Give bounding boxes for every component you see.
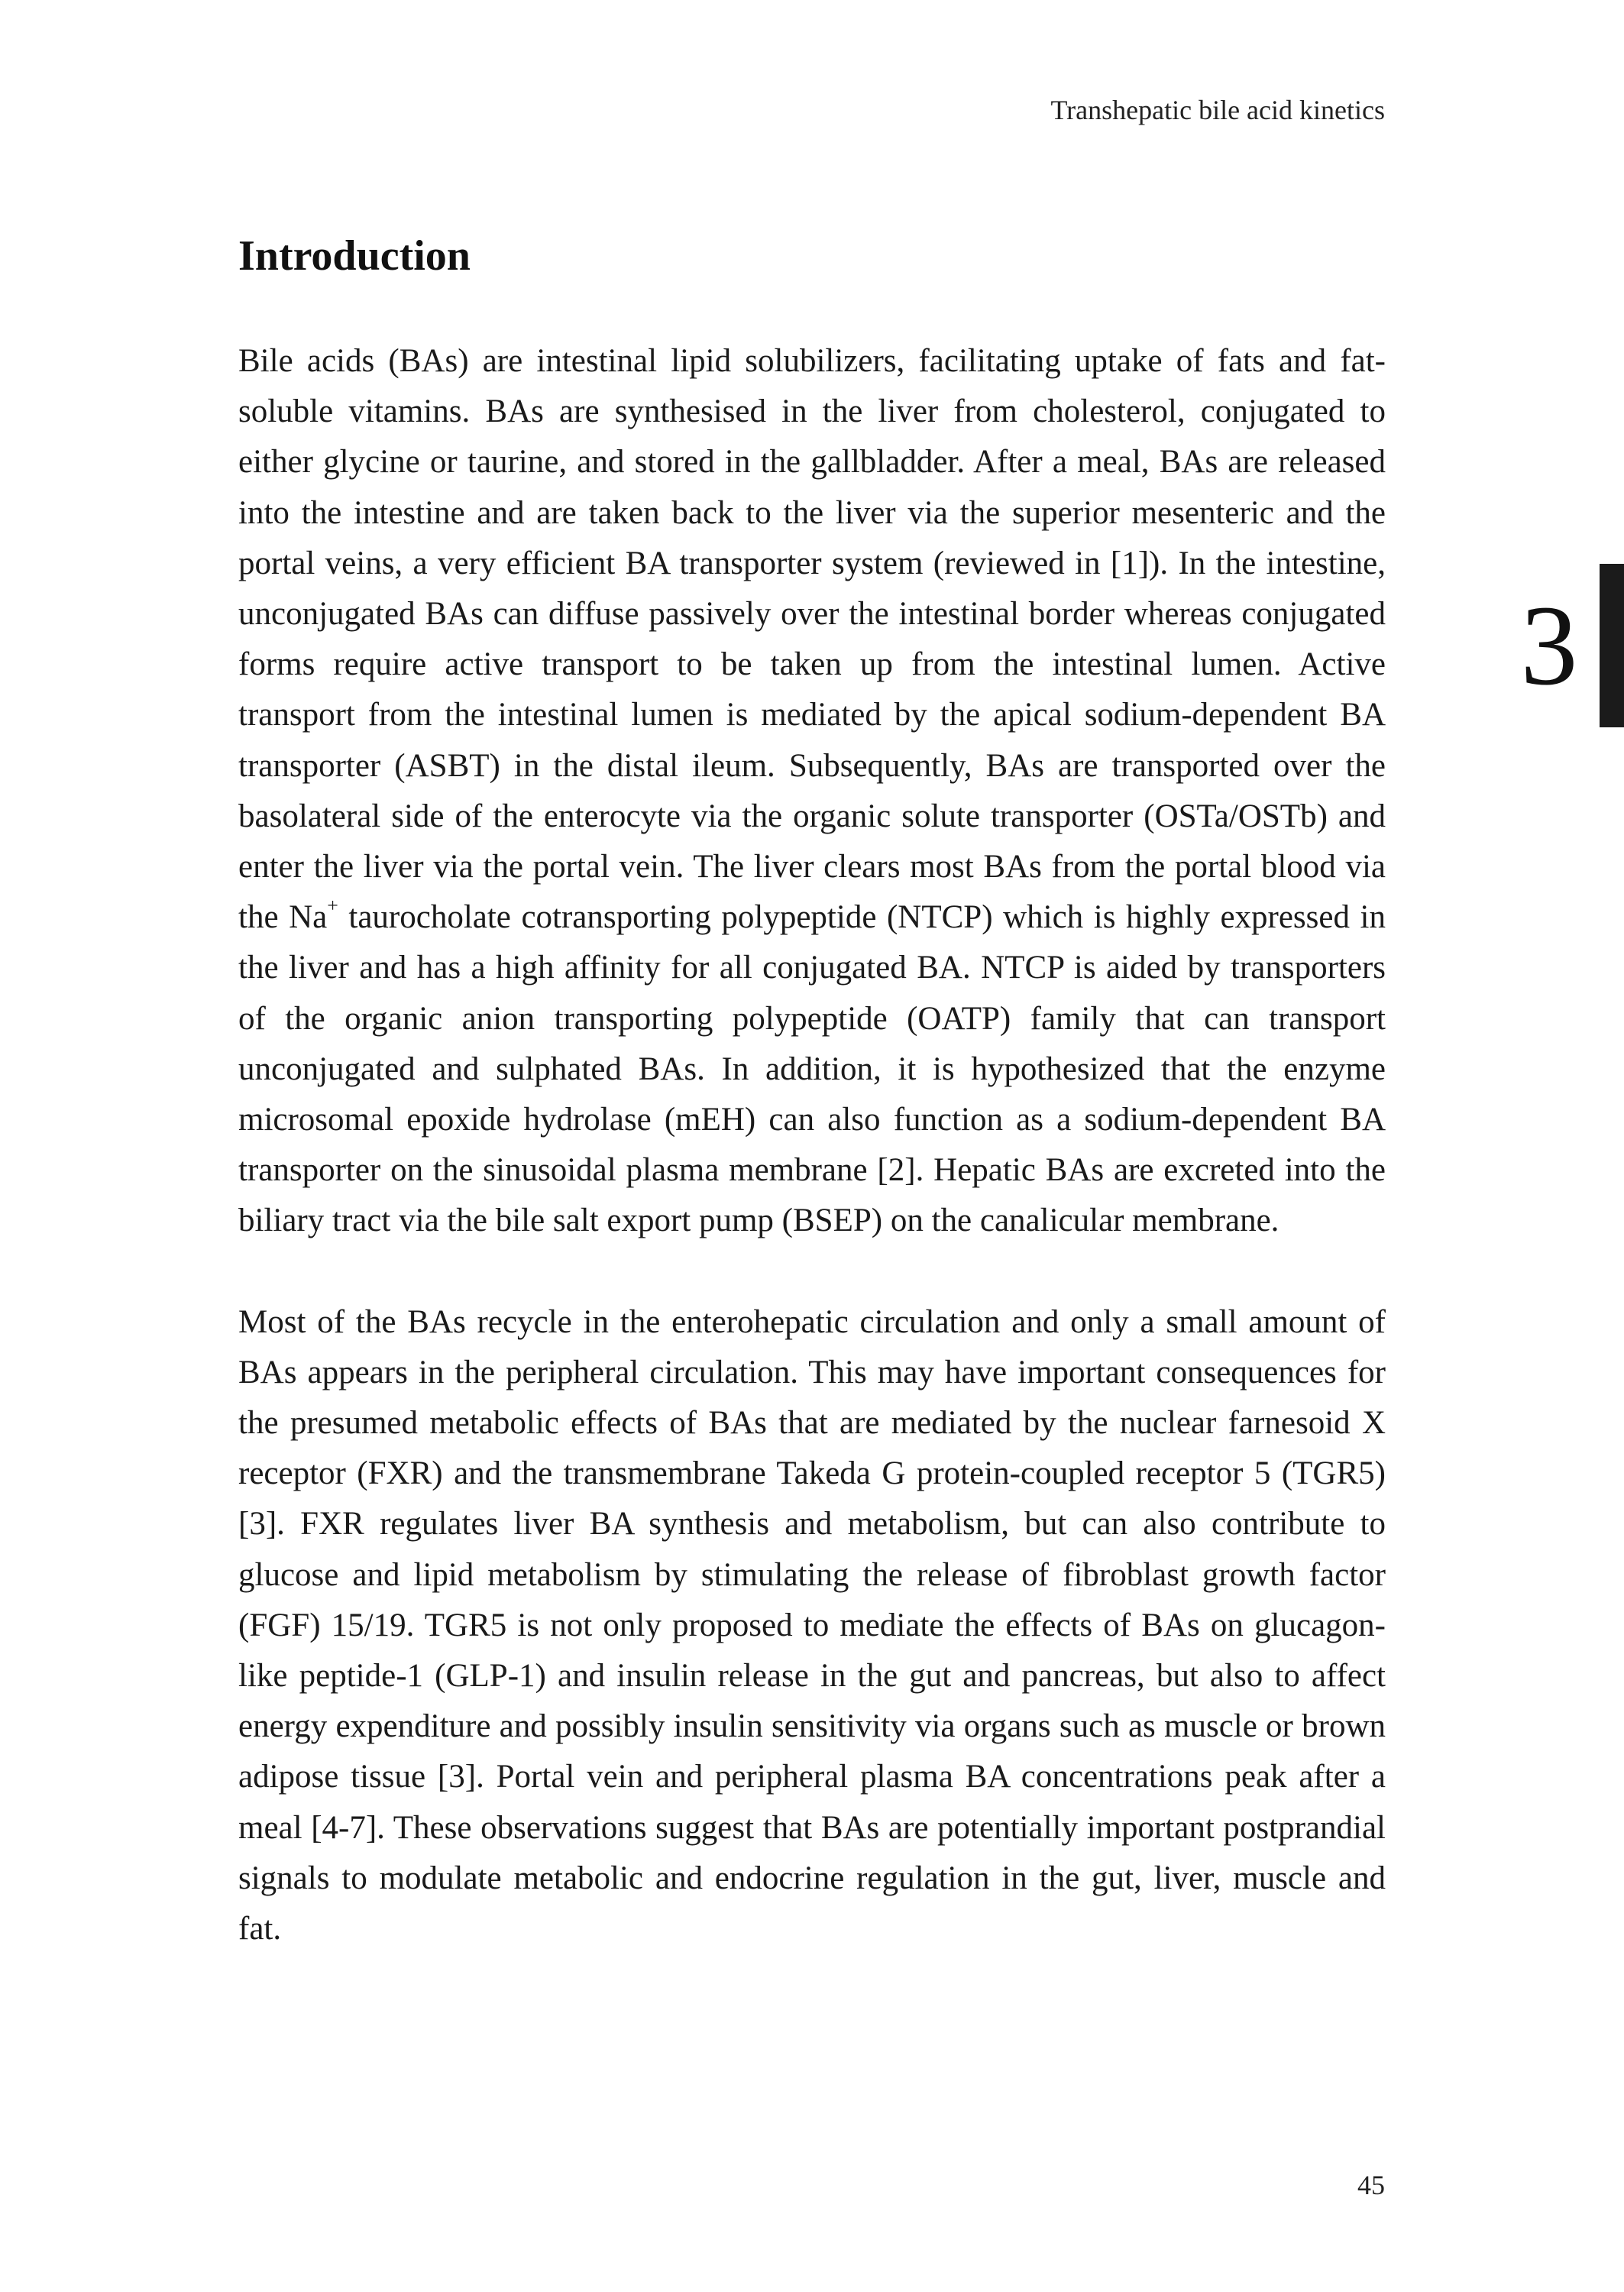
chapter-number: 3 <box>1520 582 1578 709</box>
page-number: 45 <box>1357 2170 1385 2200</box>
paragraph-1-part-a: Bile acids (BAs) are intestinal lipid solubilizers, facilitating uptake of fats and fat-soluble vitamins. BAs are synthesised in the liver from cholesterol, conjugated to either glycine or taurine, and stored in the gallbladder. After a meal, BAs are released into the intestine and are taken back to the liver via the superior mesenteric and the portal veins, a very efficient BA transporter system (reviewed in [1]). In the intestine, unconjugated BAs can diffuse passively over the intestinal border whereas conjugated forms require active transport to be taken up from the intestinal lumen. Active transport from the intestinal lumen is mediated by the apical sodium-dependent BA transporter (ASBT) in the distal ileum. Subsequently, BAs are transported over the basolateral side of the enterocyte via the organic solute transporter (OSTa/OSTb) and enter the liver via the portal vein. The liver clears most BAs from the portal blood via the Na <box>238 343 1386 936</box>
sodium-ion-superscript: + <box>327 894 338 917</box>
running-header: Transhepatic bile acid kinetics <box>1050 95 1385 125</box>
body-text <box>238 336 1386 1954</box>
paragraph-1 <box>238 336 1386 1247</box>
section-title: Introduction <box>238 232 471 280</box>
chapter-tab-marker <box>1600 564 1624 727</box>
paragraph-2: Most of the BAs recycle in the enterohepatic circulation and only a small amount of BAs appears in the peripheral circulation. This may have important consequences for the presumed metabolic effects of BAs that are mediated by the nuclear farnesoid X receptor (FXR) and the transmembrane Takeda G protein-coupled receptor 5 (TGR5) [3]. FXR regulates liver BA synthesis and metabolism, but can also contribute to glucose and lipid metabolism by stimulating the release of fibroblast growth factor (FGF) 15/19. TGR5 is not only proposed to mediate the effects of BAs on glucagon-like peptide-1 (GLP-1) and insulin release in the gut and pancreas, but also to affect energy expenditure and possibly insulin sensitivity via organs such as muscle or brown adipose tissue [3]. Portal vein and peripheral plasma BA concentrations peak after a meal [4-7]. These observations suggest that BAs are potentially important postprandial signals to modulate metabolic and endocrine regulation in the gut, liver, muscle and fat. <box>238 1303 1386 1947</box>
paragraph-1-part-b: taurocholate cotransporting polypeptide (NTCP) which is highly expressed in the liver and has a high affinity for all conjugated BA. NTCP is aided by transporters of the organic anion transporting polypeptide (OATP) family that can transport unconjugated and sulphated BAs. In addition, it is hypothesized that the enzyme microsomal epoxide hydrolase (mEH) can also function as a sodium-dependent BA transporter on the sinusoidal plasma membrane [2]. Hepatic BAs are excreted into the biliary tract via the bile salt export pump (BSEP) on the canalicular membrane. <box>238 899 1386 1239</box>
